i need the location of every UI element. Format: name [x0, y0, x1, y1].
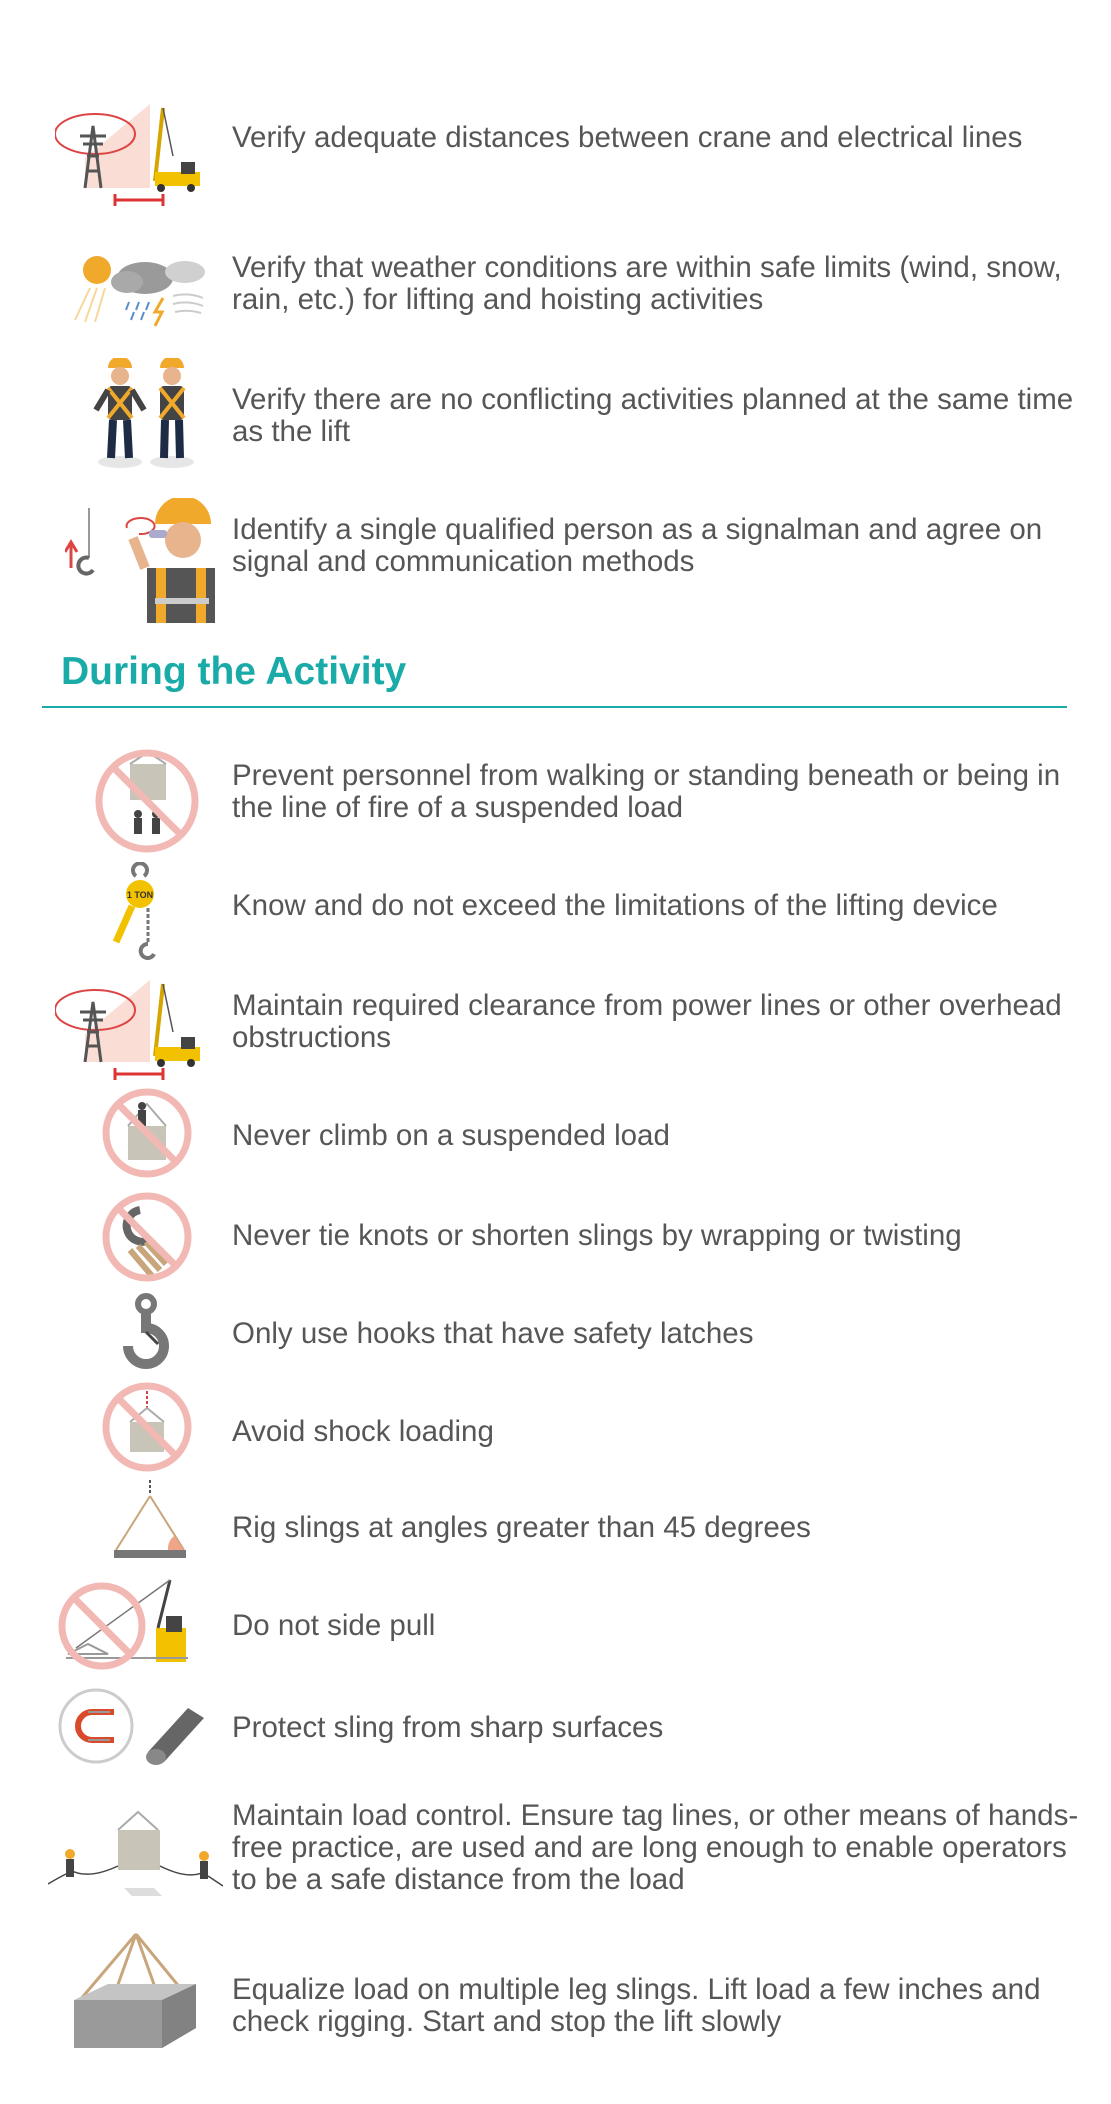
sharp-surface-protection-icon: [58, 1688, 218, 1768]
item-text: Maintain required clearance from power lines or other overhead obstructions: [232, 989, 1062, 1054]
item-text: Verify there are no conflicting activities planned at the same time as the lift: [232, 383, 1074, 448]
ton-label: 1 TON: [126, 890, 154, 900]
no-side-pull-icon: [58, 1576, 218, 1676]
item-text: Only use hooks that have safety latches: [232, 1317, 754, 1350]
item-text: Equalize load on multiple leg slings. Lift load a few inches and check rigging. Start and stop the lift slowly: [232, 1973, 1041, 2038]
section-heading: During the Activity: [61, 650, 407, 693]
item-text: Avoid shock loading: [232, 1415, 494, 1448]
item-text: Verify that weather conditions are within safe limits (wind, snow, rain, etc.) for lifting and hoisting activities: [232, 251, 1062, 316]
item-text: Protect sling from sharp surfaces: [232, 1711, 664, 1744]
item-text: Never climb on a suspended load: [232, 1119, 670, 1152]
item-text: Never tie knots or shorten slings by wrapping or twisting: [232, 1219, 962, 1252]
item-text: Do not side pull: [232, 1609, 436, 1642]
section-divider: [42, 706, 1067, 708]
item-text: Identify a single qualified person as a signalman and agree on signal and communication methods: [232, 513, 1043, 578]
two-workers-icon: [90, 358, 250, 470]
weather-icon: [65, 250, 225, 330]
crane-power-line-icon: [55, 974, 215, 1084]
tag-lines-icon: [48, 1800, 208, 1910]
item-text: Verify adequate distances between crane and electrical lines: [232, 121, 1023, 154]
item-text: Maintain load control. Ensure tag lines, or other means of hands-free practice, are used and are long enough to enable operators to be a safe distance from the load: [232, 1799, 1079, 1896]
item-text: Know and do not exceed the limitations of the lifting device: [232, 889, 998, 922]
item-text: Rig slings at angles greater than 45 degrees: [232, 1511, 811, 1544]
signalman-icon: [65, 498, 225, 623]
no-standing-under-load-icon: [92, 746, 252, 856]
multi-leg-sling-icon: [70, 1930, 230, 2055]
crane-power-line-icon: [55, 96, 215, 211]
item-text: Prevent personnel from walking or standing beneath or being in the line of fire of a suspended load: [232, 759, 1061, 824]
